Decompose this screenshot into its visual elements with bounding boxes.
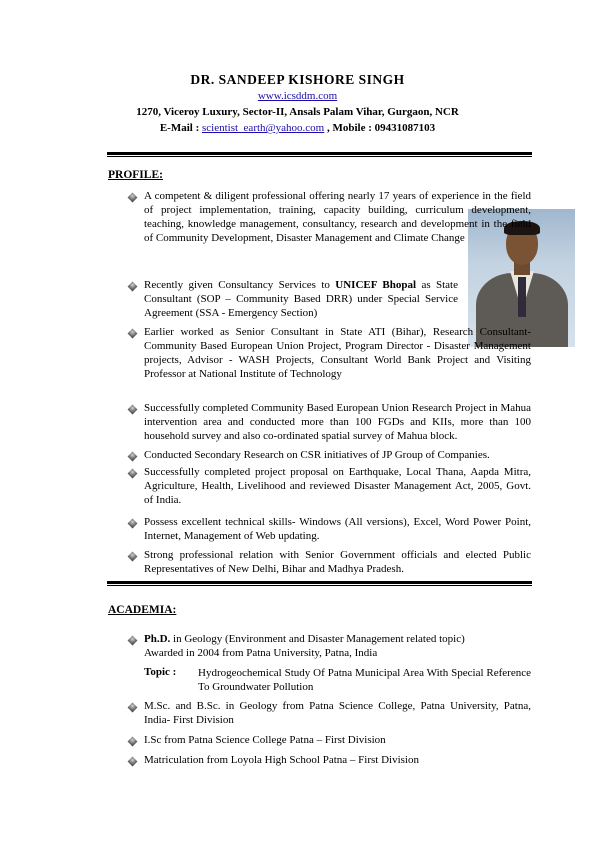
bullet-icon <box>128 405 138 415</box>
academia-item: M.Sc. and B.Sc. in Geology from Patna Science College, Patna University, Patna, India- First Division <box>144 700 531 726</box>
website-link[interactable]: www.icsddm.com <box>257 90 338 102</box>
bullet-icon <box>128 757 138 767</box>
bullet-icon <box>128 703 138 713</box>
profile-heading: PROFILE: <box>108 169 163 181</box>
topic-label: Topic : <box>144 666 177 678</box>
topic-text: Hydrogeochemical Study Of Patna Municipal Area With Special Reference To Groundwater Pollution <box>198 667 531 693</box>
academia-item-phd: Ph.D. in Geology (Environment and Disaster Management related topic) Awarded in 2004 from Patna University, Patna, India <box>144 633 465 659</box>
bullet-icon <box>128 452 138 462</box>
profile-item: A competent & diligent professional offering nearly 17 years of experience in the field of project implementation, training, capacity building, curriculum development, teaching, knowledge management, consultancy, research and development in the field of Community Development, Disaster Management and Climate Change <box>144 190 531 244</box>
divider <box>107 152 532 157</box>
address: 1270, Viceroy Luxury, Sector-II, Ansals Palam Vihar, Gurgaon, NCR <box>136 106 459 118</box>
profile-item-unicef: Recently given Consultancy Services to UNICEF Bhopal as State Consultant (SOP – Community Based DRR) under Special Service Agreement (SSA - Emergency Section) <box>144 279 458 319</box>
bullet-icon <box>128 329 138 339</box>
profile-item: Conducted Secondary Research on CSR initiatives of JP Group of Companies. <box>144 449 490 461</box>
profile-item: Earlier worked as Senior Consultant in State ATI (Bihar), Research Consultant-Community Based European Union Project, Program Director - Disaster Management projects, Advisor - WASH Projects, Consultant World Bank Project and Visiting Professor at National Institute of Technology <box>144 326 531 380</box>
contact-line <box>0 122 595 134</box>
profile-item: Successfully completed project proposal on Earthquake, Local Thana, Aapda Mitra, Agriculture, Health, Livelihood and reviewed Disaster Management Act, 2005, Govt. of India. <box>144 466 531 506</box>
divider <box>107 581 532 586</box>
resume-name: DR. SANDEEP KISHORE SINGH <box>190 72 405 87</box>
academia-heading: ACADEMIA: <box>108 604 177 616</box>
bullet-icon <box>128 193 138 203</box>
bullet-icon <box>128 552 138 562</box>
profile-item: Possess excellent technical skills- Windows (All versions), Excel, Word Power Point, Internet, Management of Web updating. <box>144 516 531 542</box>
mobile: , Mobile : 09431087103 <box>327 122 436 134</box>
email-label: E-Mail : <box>159 122 200 134</box>
bullet-icon <box>128 737 138 747</box>
academia-item: I.Sc from Patna Science College Patna – First Division <box>144 734 386 746</box>
bullet-icon <box>128 469 138 479</box>
bullet-icon <box>128 636 138 646</box>
email-link[interactable]: scientist_earth@yahoo.com <box>202 122 325 134</box>
profile-item: Successfully completed Community Based European Union Research Project in Mahua intervention area and conducted more than 100 FGDs and KIIs, more than 100 household survey and also co-ordinated spatial survey of Mahua block. <box>144 402 531 442</box>
profile-item: Strong professional relation with Senior Government officials and elected Public Representatives of New Delhi, Bihar and Madhya Pradesh. <box>144 549 531 575</box>
academia-item: Matriculation from Loyola High School Patna – First Division <box>144 754 419 766</box>
bullet-icon <box>128 282 138 292</box>
bullet-icon <box>128 519 138 529</box>
